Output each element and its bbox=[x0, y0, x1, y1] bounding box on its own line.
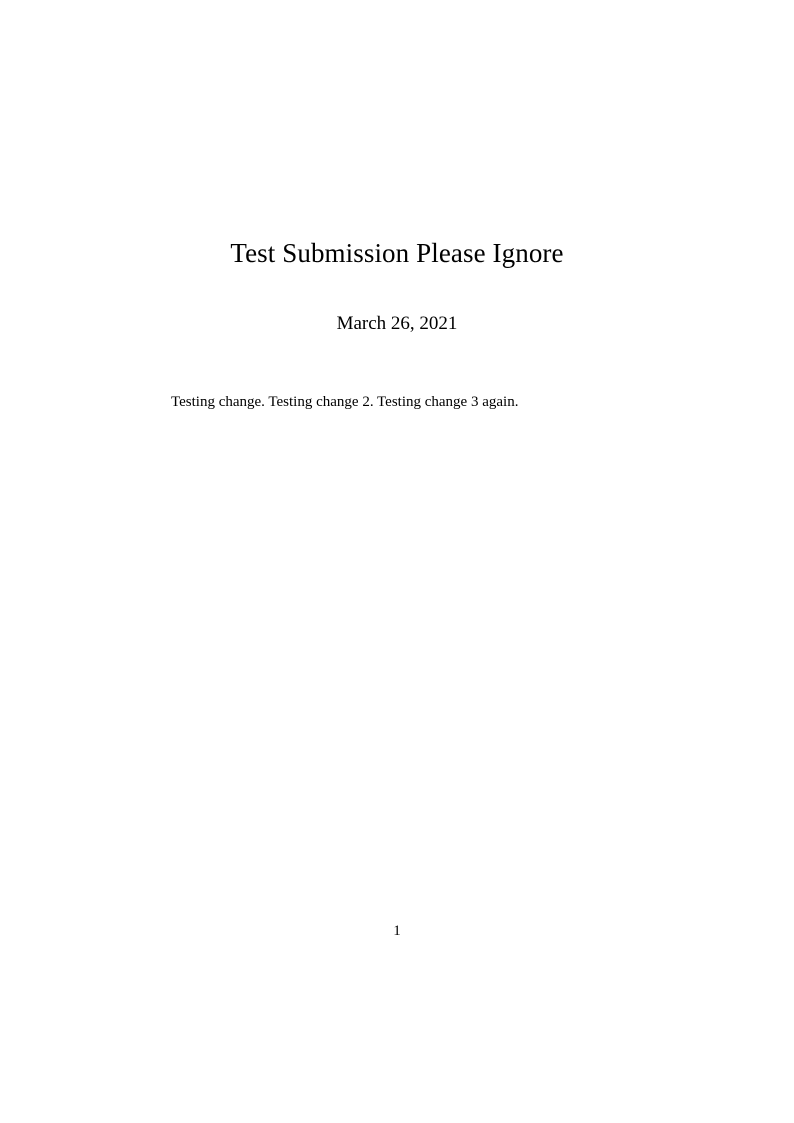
body-paragraph: Testing change. Testing change 2. Testing change 3 again. bbox=[171, 394, 519, 410]
page-number: 1 bbox=[393, 923, 401, 939]
document-date: March 26, 2021 bbox=[336, 313, 458, 334]
page-title: Test Submission Please Ignore bbox=[230, 238, 564, 269]
